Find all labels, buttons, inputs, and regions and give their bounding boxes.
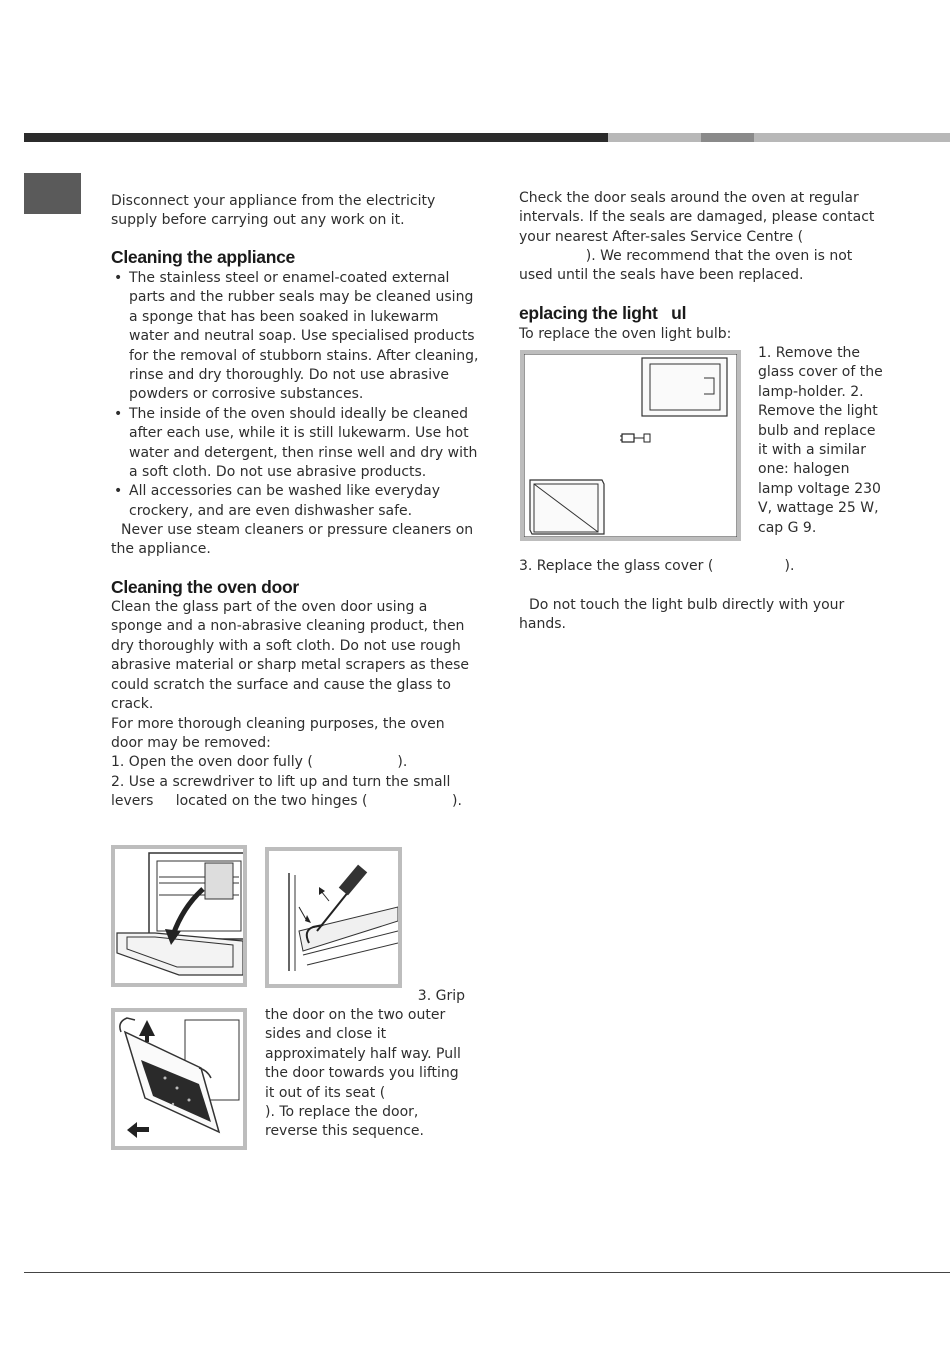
figure-open-door: [111, 845, 247, 987]
figure-remove-door: [111, 1008, 247, 1150]
steam-warning: Never use steam cleaners or pressure cleaners on the appliance.: [111, 522, 474, 558]
language-tab: [24, 173, 81, 214]
light-steps: 1. Remove the glass cover of the lamp-holder. 2. Remove the light bulb and replace it with a similar one: halogen lamp voltage 230 V, wattage 25 W, cap G 9.: [758, 345, 883, 536]
list-item: • The stainless steel or enamel-coated external parts and the rubber seals may be cleaned using a sponge that has been soaked in lukewarm water and neutral soap. Use specialised products for the removal of stubborn stains. After cleaning, rinse and dry thoroughly. Do not use abrasive powders or corrosive substances.: [111, 269, 479, 405]
bulb-warning: Do not touch the light bulb directly with your hands.: [519, 597, 845, 633]
lamp-holder-illustration: [524, 354, 737, 537]
seals-para: Check the door seals around the oven at regular intervals. If the seals are damaged, please contact your nearest After-sales Service Centre (: [519, 190, 875, 245]
intro-line1: Disconnect your appliance from the electricity: [111, 193, 436, 209]
door-step2b: levers located on the two hinges ( ).: [111, 793, 462, 809]
intro-line2: supply before carrying out any work on it.: [111, 212, 405, 228]
figure-hinge-lever: [265, 847, 402, 988]
header-bar-light: [608, 133, 701, 142]
header-bar-dark: [24, 133, 608, 142]
figure-lamp-holder: [520, 350, 741, 541]
light-step3: 3. Replace the glass cover ( ).: [519, 558, 795, 574]
door-step2a: 2. Use a screwdriver to lift up and turn the small: [111, 774, 451, 790]
light-heading: eplacing the light ul: [519, 303, 687, 323]
bulb-icon: [620, 434, 650, 442]
list-item: • All accessories can be washed like everyday crockery, and are even dishwasher safe.: [111, 482, 479, 521]
list-item: • The inside of the oven should ideally be cleaned after each use, while it is still lukewarm. Use hot water and detergent, then rinse well and dry with a soft cloth. Do not use abrasive products.: [111, 405, 479, 483]
open-door-illustration: [115, 849, 243, 983]
door-para1: Clean the glass part of the oven door using a sponge and a non-abrasive cleaning product, then dry thoroughly with a soft cloth. Do not use rough abrasive material or sharp metal scrapers as these could scratch the surface and cause the glass to crack.: [111, 599, 470, 713]
remove-door-illustration: [115, 1012, 243, 1146]
header-bar-light-end: [754, 133, 950, 142]
cleaning-appliance-list: [111, 269, 479, 521]
door-para2: For more thorough cleaning purposes, the oven door may be removed:: [111, 716, 445, 752]
seals-para-end: ). We recommend that the oven is not used until the seals have been replaced.: [519, 248, 857, 284]
footer-rule: [24, 1272, 950, 1273]
cleaning-door-heading: Cleaning the oven door: [111, 577, 299, 597]
door-step3-rest: the door on the two outer sides and close it approximately half way. Pull the door towards you lifting it out of its seat ( ). To replace the door, reverse this sequence.: [265, 1007, 466, 1140]
cleaning-appliance-heading: Cleaning the appliance: [111, 247, 295, 267]
header-bar-mid: [701, 133, 754, 142]
door-step3-first: 3. Grip: [417, 988, 465, 1004]
door-step1: 1. Open the oven door fully ( ).: [111, 754, 408, 770]
light-intro: To replace the oven light bulb:: [519, 326, 732, 342]
hinge-illustration: [269, 851, 398, 984]
